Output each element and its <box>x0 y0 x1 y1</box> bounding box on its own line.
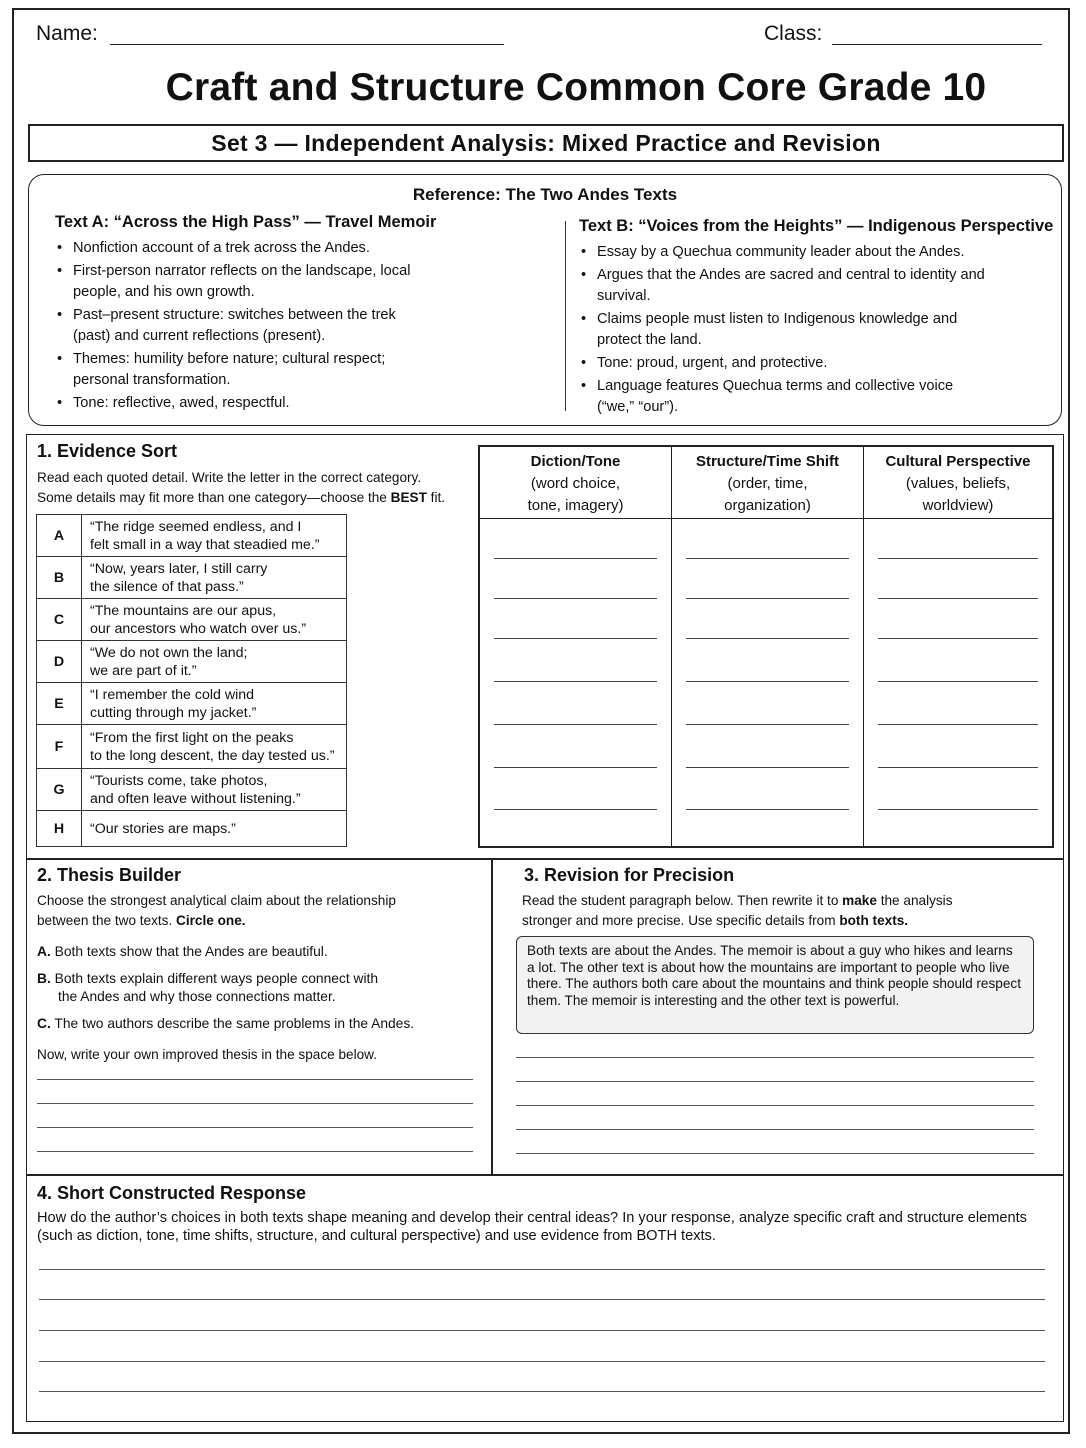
item-letter: D <box>37 641 82 683</box>
text-a-bullet: • Themes: humility before nature; cultural respect; personal transformation. <box>55 349 425 391</box>
answer-line[interactable] <box>494 681 657 682</box>
text-b-bullet: • Tone: proud, urgent, and protective. <box>579 353 989 374</box>
thesis-writing-line[interactable] <box>37 1103 473 1104</box>
revision-writing-line[interactable] <box>516 1153 1034 1154</box>
category-sub: (order, time, <box>727 475 808 492</box>
answer-line[interactable] <box>686 681 849 682</box>
quote-line: “From the first light on the peaks <box>90 729 294 746</box>
instruction-text: Read the student paragraph below. Then rewrite it to <box>522 893 843 908</box>
thesis-builder-title: 2. Thesis Builder <box>37 865 182 885</box>
answer-line[interactable] <box>878 638 1038 639</box>
reference-title: Reference: The Two Andes Texts <box>412 185 678 204</box>
quote-line: and often leave without listening.” <box>90 790 301 807</box>
thesis-writing-line[interactable] <box>37 1079 473 1080</box>
option-text: Both texts explain different ways people connect with <box>54 971 379 986</box>
answer-line[interactable] <box>686 809 849 810</box>
quote-line: the silence of that pass.” <box>90 578 244 595</box>
table-row <box>37 811 347 847</box>
item-letter: C <box>37 599 82 641</box>
text-a-bullet: • First-person narrator reflects on the landscape, local people, and his own growth. <box>55 261 425 303</box>
response-writing-line[interactable] <box>39 1330 1045 1331</box>
text-a-bullet: • Tone: reflective, awed, respectful. <box>55 393 425 414</box>
item-letter: G <box>37 769 82 811</box>
class-field[interactable] <box>832 44 1042 45</box>
response-writing-line[interactable] <box>39 1361 1045 1362</box>
instruction-line <box>37 488 477 508</box>
thesis-writing-line[interactable] <box>37 1151 473 1152</box>
category-header <box>672 447 863 519</box>
answer-line[interactable] <box>494 638 657 639</box>
quote-line: “The ridge seemed endless, and I <box>90 518 302 535</box>
quote-line: “Now, years later, I still carry <box>90 560 268 577</box>
instruction-text: between the two texts. <box>37 913 177 928</box>
instruction-text: stronger and more precise. Use specific details from <box>522 913 840 928</box>
quote-line: “I remember the cold wind <box>90 686 255 703</box>
table-row <box>37 641 347 683</box>
answer-line[interactable] <box>686 724 849 725</box>
instruction-text: fit. <box>426 490 446 505</box>
evidence-sort-instructions <box>37 468 477 508</box>
category-table <box>478 445 1054 848</box>
text-a-bullet: • Nonfiction account of a trek across the Andes. <box>55 238 425 259</box>
answer-line[interactable] <box>878 558 1038 559</box>
revision-writing-line[interactable] <box>516 1057 1034 1058</box>
short-response-section <box>26 1174 1064 1422</box>
category-sub: organization) <box>724 497 811 514</box>
item-quote <box>82 769 347 811</box>
set-title: Set 3 — Independent Analysis: Mixed Practice and Revision <box>28 124 1064 162</box>
answer-line[interactable] <box>686 558 849 559</box>
category-sub: (values, beliefs, <box>905 475 1011 492</box>
text-b-bullet: • Language features Quechua terms and collective voice (“we,” “our”). <box>579 376 989 418</box>
instruction-bold: BEST <box>390 490 427 505</box>
short-response-title: 4. Short Constructed Response <box>37 1183 307 1203</box>
item-quote <box>82 725 347 769</box>
category-header <box>480 447 671 519</box>
answer-line[interactable] <box>494 767 657 768</box>
category-sub: tone, imagery) <box>527 497 624 514</box>
text-b-bullets <box>579 242 989 420</box>
revision-writing-line[interactable] <box>516 1105 1034 1106</box>
category-header <box>864 447 1052 519</box>
instruction-line: Choose the strongest analytical claim about the relationship <box>37 893 396 908</box>
instruction-line <box>522 891 1052 911</box>
text-b-bullet: • Claims people must listen to Indigenous knowledge and protect the land. <box>579 309 989 351</box>
option-letter: C. <box>37 1016 51 1031</box>
revision-writing-line[interactable] <box>516 1129 1034 1130</box>
reference-divider <box>565 221 566 411</box>
thesis-option-a[interactable] <box>37 943 328 961</box>
evidence-sort-title: 1. Evidence Sort <box>37 441 178 461</box>
quote-line: “The mountains are our apus, <box>90 602 277 619</box>
quote-line: “Tourists come, take photos, <box>90 772 268 789</box>
text-a-title: Text A: “Across the High Pass” — Travel Memoir <box>55 213 437 231</box>
thesis-option-b[interactable] <box>37 970 378 1006</box>
instruction-text: the analysis <box>876 893 953 908</box>
revision-writing-line[interactable] <box>516 1081 1034 1082</box>
answer-line[interactable] <box>686 598 849 599</box>
thesis-builder-section <box>26 858 493 1176</box>
instruction-line <box>522 911 1052 931</box>
answer-line[interactable] <box>878 681 1038 682</box>
class-label: Class: <box>764 22 823 45</box>
instruction-line <box>37 911 477 931</box>
answer-line[interactable] <box>878 809 1038 810</box>
evidence-table <box>36 514 347 847</box>
revision-title: 3. Revision for Precision <box>524 865 735 885</box>
response-writing-line[interactable] <box>39 1299 1045 1300</box>
quote-line: we are part of it.” <box>90 662 197 679</box>
table-row <box>37 515 347 557</box>
revision-section <box>491 858 1064 1176</box>
name-field[interactable] <box>110 44 504 45</box>
category-title: Cultural Perspective <box>885 453 1031 470</box>
option-text: Both texts show that the Andes are beautiful. <box>54 944 328 959</box>
short-response-prompt: How do the author’s choices in both texts shape meaning and develop their central ideas? In your response, analyze specific craft and structure elements (such as diction, tone, time shifts, structure, and cultural perspective) and use evidence from BOTH texts. <box>37 1210 1027 1244</box>
item-letter: F <box>37 725 82 769</box>
item-letter: B <box>37 557 82 599</box>
revision-instructions <box>522 891 1052 931</box>
text-a-bullets <box>55 238 425 416</box>
answer-line[interactable] <box>878 724 1038 725</box>
response-writing-line[interactable] <box>39 1391 1045 1392</box>
item-quote <box>82 683 347 725</box>
instruction-bold: both texts. <box>839 913 909 928</box>
instruction-bold: Circle one. <box>176 913 246 928</box>
answer-line[interactable] <box>494 598 657 599</box>
table-row <box>37 725 347 769</box>
reference-box <box>28 174 1062 426</box>
evidence-sort-section <box>26 434 1064 860</box>
answer-line[interactable] <box>686 767 849 768</box>
thesis-writing-line[interactable] <box>37 1127 473 1128</box>
item-quote <box>82 515 347 557</box>
quote-line: our ancestors who watch over us.” <box>90 620 307 637</box>
category-title: Structure/Time Shift <box>695 453 840 470</box>
item-letter: E <box>37 683 82 725</box>
option-text: the Andes and why those connections matter. <box>58 989 336 1004</box>
text-b-title: Text B: “Voices from the Heights” — Indigenous Perspective <box>579 217 1054 235</box>
instruction-bold: make <box>842 893 877 908</box>
table-row <box>37 683 347 725</box>
thesis-option-c[interactable] <box>37 1015 414 1033</box>
category-column-structure <box>672 447 864 846</box>
text-a-bullet: • Past–present structure: switches between the trek (past) and current reflections (present). <box>55 305 425 347</box>
table-row <box>37 599 347 641</box>
text-b-bullet: • Argues that the Andes are sacred and central to identity and survival. <box>579 265 989 307</box>
item-quote <box>82 557 347 599</box>
quote-line: to the long descent, the day tested us.” <box>90 747 335 764</box>
quote-line: felt small in a way that steadied me.” <box>90 536 320 553</box>
page-title: Craft and Structure Common Core Grade 10 <box>165 66 987 109</box>
answer-line[interactable] <box>494 809 657 810</box>
category-sub: worldview) <box>922 497 994 514</box>
instruction-line: Read each quoted detail. Write the letter in the correct category. <box>37 470 422 485</box>
worksheet-page <box>12 8 1070 1434</box>
student-paragraph: Both texts are about the Andes. The memoir is about a guy who hikes and learns a lot. The other text is about how the mountains are important to people who live there. The authors both care about the mountains and think people should respect them. The memoir is interesting and the other text is powerful. <box>516 936 1034 1034</box>
category-title: Diction/Tone <box>530 453 621 470</box>
quote-line: “We do not own the land; <box>90 644 248 661</box>
item-quote <box>82 641 347 683</box>
answer-line[interactable] <box>494 558 657 559</box>
item-letter: A <box>37 515 82 557</box>
option-letter: A. <box>37 944 51 959</box>
table-row <box>37 769 347 811</box>
item-letter: H <box>37 811 82 847</box>
response-writing-line[interactable] <box>39 1269 1045 1270</box>
answer-line[interactable] <box>878 598 1038 599</box>
answer-line[interactable] <box>878 767 1038 768</box>
item-quote <box>82 811 347 847</box>
thesis-instructions <box>37 891 477 931</box>
thesis-write-prompt: Now, write your own improved thesis in the space below. <box>37 1047 378 1062</box>
instruction-text: Some details may fit more than one category—choose the <box>37 490 391 505</box>
option-letter: B. <box>37 971 51 986</box>
item-quote <box>82 599 347 641</box>
quote-line: “Our stories are maps.” <box>90 820 236 837</box>
answer-line[interactable] <box>686 638 849 639</box>
name-label: Name: <box>36 22 98 45</box>
table-row <box>37 557 347 599</box>
category-column-cultural <box>864 447 1052 846</box>
option-text: The two authors describe the same problems in the Andes. <box>54 1016 415 1031</box>
text-b-bullet: • Essay by a Quechua community leader about the Andes. <box>579 242 989 263</box>
category-sub: (word choice, <box>530 475 621 492</box>
category-column-diction <box>480 447 672 846</box>
answer-line[interactable] <box>494 724 657 725</box>
quote-line: cutting through my jacket.” <box>90 704 257 721</box>
